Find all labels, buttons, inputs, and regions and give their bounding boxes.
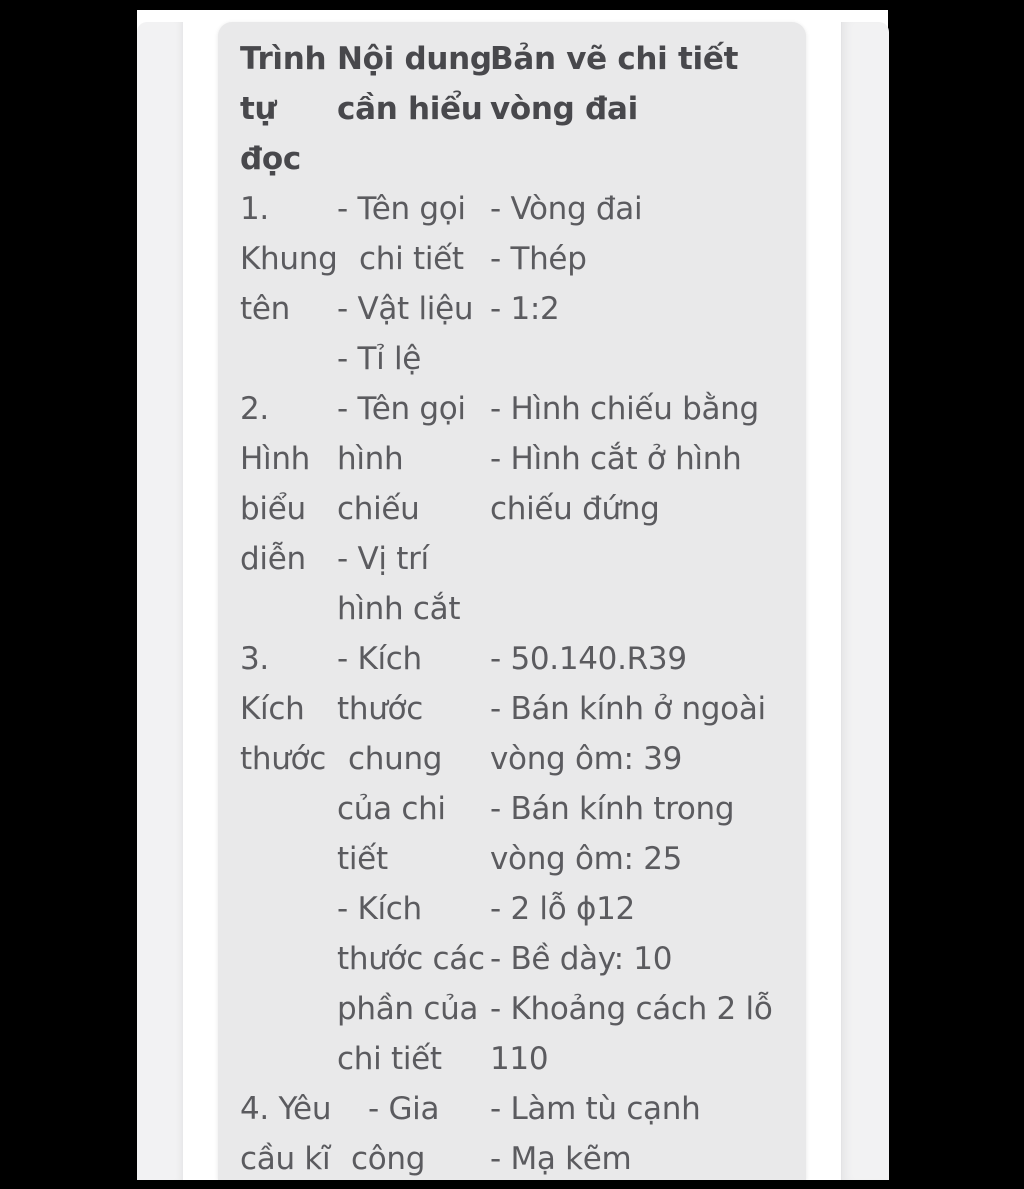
cell-drawing: - Vòng đai	[490, 191, 643, 227]
table-row	[218, 1134, 806, 1184]
cell-content: của chi	[337, 791, 446, 827]
letterbox-left	[0, 0, 137, 1189]
table-row	[218, 784, 806, 834]
table-row	[218, 384, 806, 434]
table-row	[218, 434, 806, 484]
header-cell-reading-order: đọc	[240, 141, 301, 177]
cell-reading-order: cầu kĩ	[240, 1141, 331, 1177]
letterbox-right	[888, 0, 1024, 1189]
cell-reading-order: biểu	[240, 491, 306, 527]
cell-content: - Kích	[337, 641, 422, 677]
cell-drawing: vòng ôm: 39	[490, 741, 683, 777]
cell-content: phần của	[337, 991, 479, 1027]
table-header-row	[218, 84, 806, 134]
header-cell-content: Nội dung	[337, 41, 492, 77]
table-header-row	[218, 34, 806, 84]
cell-reading-order: Khung	[240, 241, 338, 277]
cell-drawing: - Hình cắt ở hình	[490, 441, 742, 477]
cell-content: - Tỉ lệ	[337, 341, 422, 377]
cell-reading-order: 1.	[240, 191, 269, 227]
table-row	[218, 934, 806, 984]
cell-content: thước	[337, 691, 423, 727]
table-row	[218, 984, 806, 1034]
cell-content: chung	[348, 741, 443, 777]
cell-content: - Kích	[337, 891, 422, 927]
cell-reading-order: Kích	[240, 691, 305, 727]
cell-drawing: - Khoảng cách 2 lỗ	[490, 991, 773, 1027]
table-row	[218, 184, 806, 234]
cell-drawing: - 50.140.R39	[490, 641, 687, 677]
table-row	[218, 484, 806, 534]
cell-drawing: - 1:2	[490, 291, 560, 327]
table-row	[218, 734, 806, 784]
cell-reading-order: 2.	[240, 391, 269, 427]
header-cell-reading-order: tự	[240, 91, 277, 127]
cell-content: thước các	[337, 941, 485, 977]
cell-content: - Vị trí	[337, 541, 429, 577]
cell-drawing: - Bề dày: 10	[490, 941, 673, 977]
table-row	[218, 334, 806, 384]
table-row	[218, 534, 806, 584]
table-row	[218, 584, 806, 634]
table-header-row	[218, 134, 806, 184]
cell-drawing: - 2 lỗ ϕ12	[490, 891, 635, 927]
cell-content: chi tiết	[359, 241, 464, 277]
header-cell-content: cần hiểu	[337, 91, 483, 127]
cell-content: - Tên gọi	[337, 191, 466, 227]
letterbox-top	[0, 0, 1024, 10]
header-cell-reading-order: Trình	[240, 41, 327, 77]
table-row	[218, 234, 806, 284]
page-edge-left	[137, 22, 183, 1180]
cell-drawing: - Hình chiếu bằng	[490, 391, 759, 427]
cell-drawing: vòng ôm: 25	[490, 841, 683, 877]
cell-content: công	[351, 1141, 426, 1177]
cell-reading-order: 3.	[240, 641, 269, 677]
cell-content: tiết	[337, 841, 388, 877]
header-cell-drawing: vòng đai	[490, 91, 638, 127]
cell-drawing: - Thép	[490, 241, 587, 277]
letterbox-bottom	[0, 1180, 1024, 1189]
cell-reading-order: 4. Yêu	[240, 1091, 332, 1127]
cell-content: - Gia	[368, 1091, 440, 1127]
cell-reading-order: diễn	[240, 541, 306, 577]
cell-reading-order: Hình	[240, 441, 311, 477]
cell-drawing: 110	[490, 1041, 549, 1077]
cell-reading-order: thước	[240, 741, 326, 777]
cell-drawing: - Bán kính ở ngoài	[490, 691, 766, 727]
cell-drawing: chiếu đứng	[490, 491, 660, 527]
cell-content: hình	[337, 441, 404, 477]
table-row	[218, 634, 806, 684]
cell-content: - Vật liệu	[337, 291, 474, 327]
cell-reading-order: tên	[240, 291, 290, 327]
cell-content: hình cắt	[337, 591, 461, 627]
header-cell-drawing: Bản vẽ chi tiết	[490, 41, 739, 77]
table-row	[218, 1034, 806, 1084]
cell-drawing: - Bán kính trong	[490, 791, 735, 827]
table-row	[218, 1084, 806, 1134]
page-edge-right	[841, 22, 889, 1180]
table-row	[218, 284, 806, 334]
cell-content: - Tên gọi	[337, 391, 466, 427]
table-row	[218, 834, 806, 884]
cell-drawing: - Mạ kẽm	[490, 1141, 632, 1177]
table-row	[218, 684, 806, 734]
document-card	[218, 22, 806, 1180]
cell-content: chi tiết	[337, 1041, 442, 1077]
cell-content: chiếu	[337, 491, 420, 527]
cell-drawing: - Làm tù cạnh	[490, 1091, 701, 1127]
table-row	[218, 884, 806, 934]
